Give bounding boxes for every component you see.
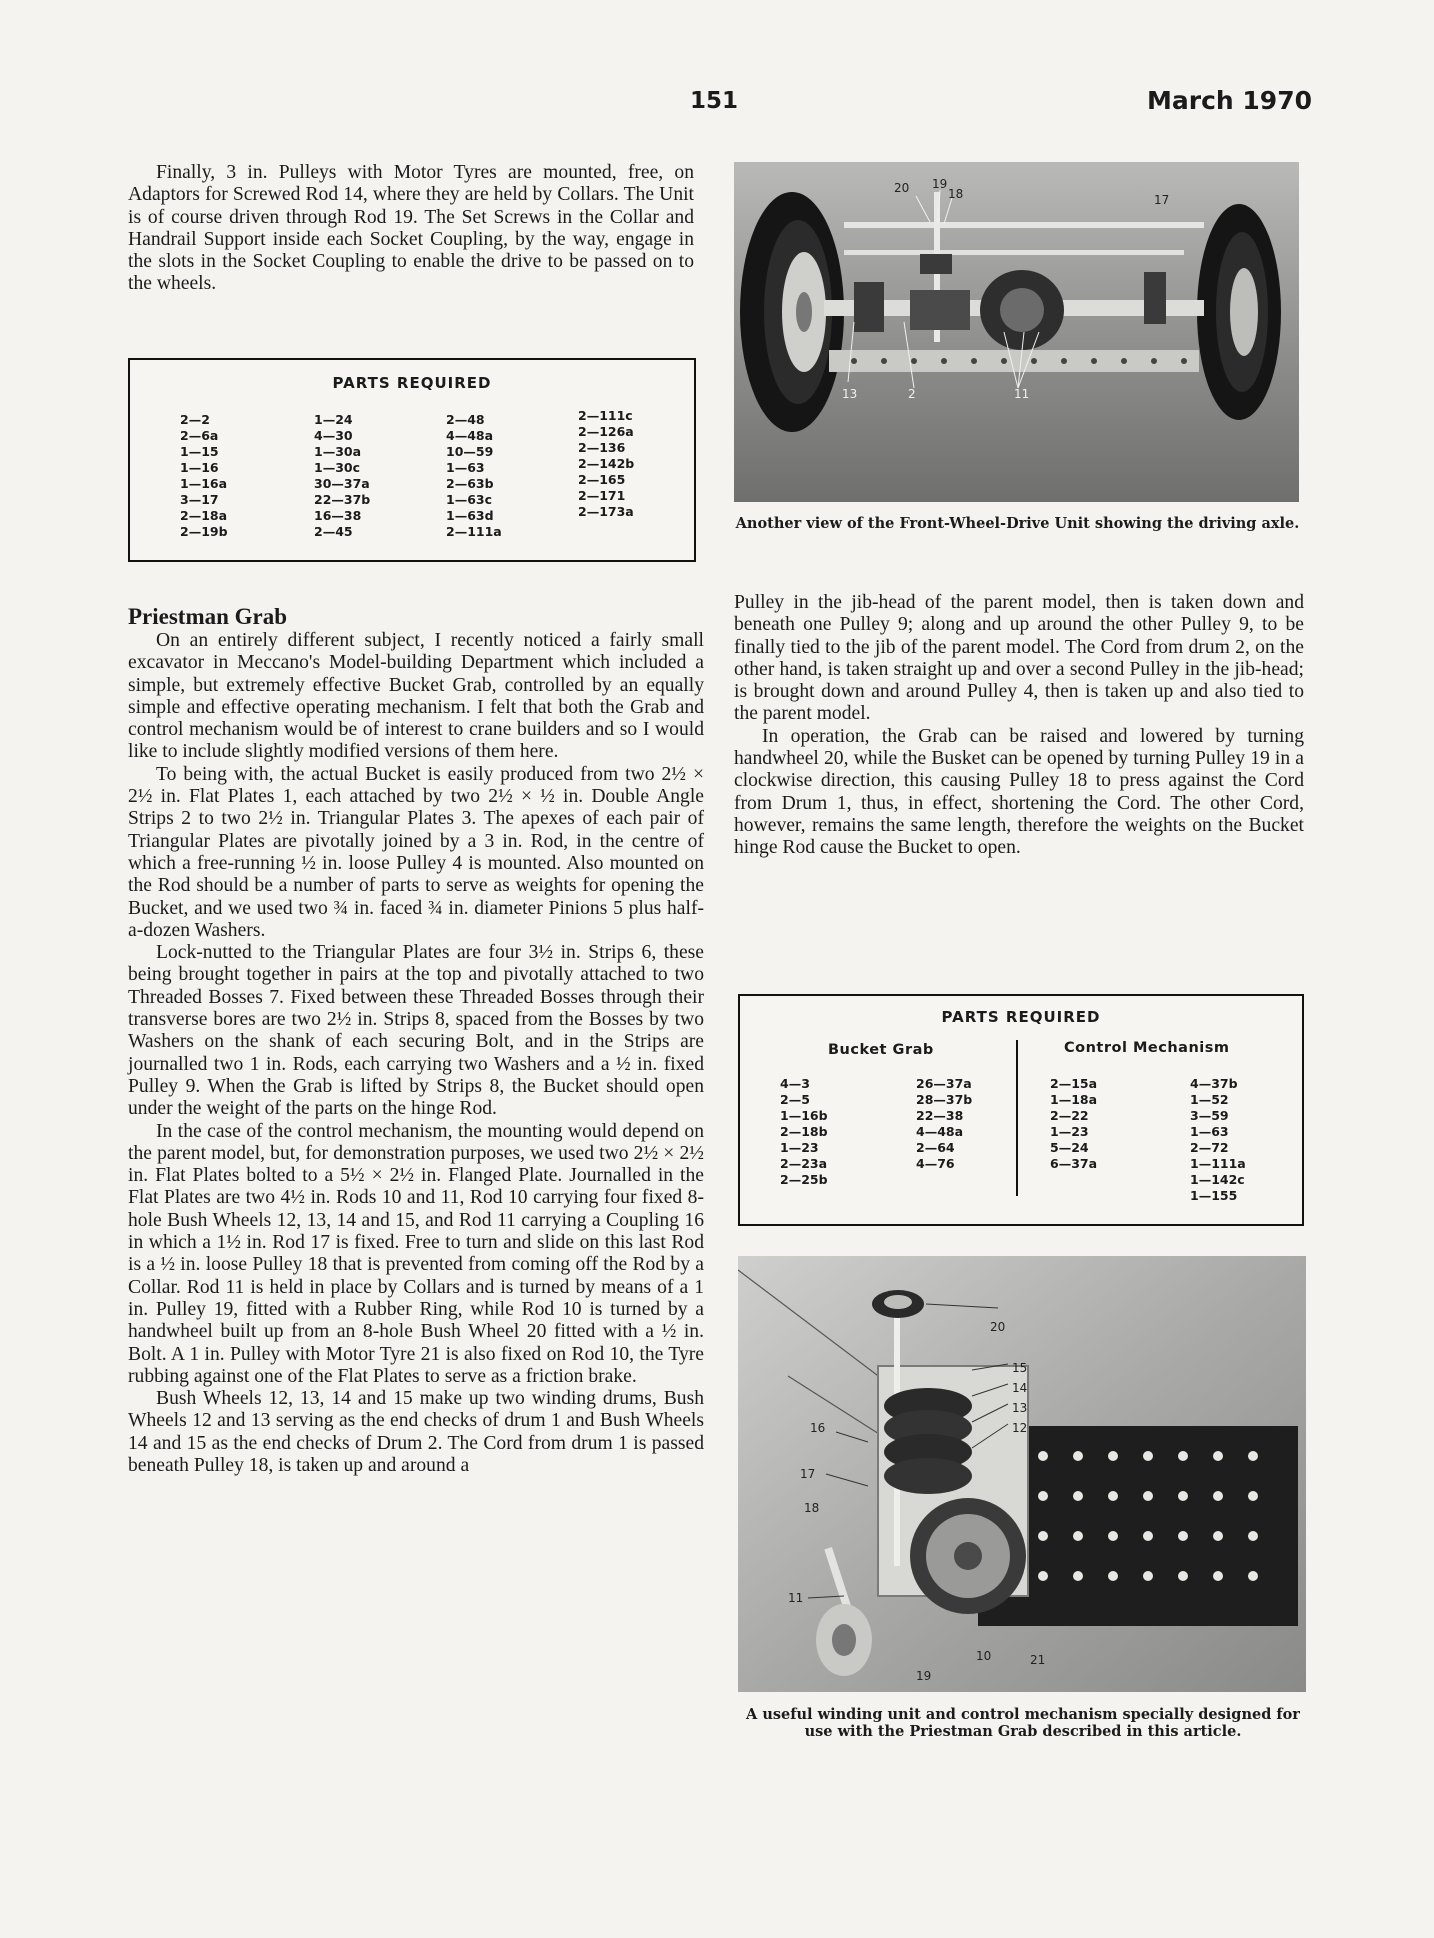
article-heading: Priestman Grab xyxy=(128,604,288,629)
control-mechanism-col-1 xyxy=(1050,1076,1097,1172)
article-paragraph: To being with, the actual Bucket is easily produced from two 2½ × 2½ in. Flat Plates 1, each attached by two 2½ × ½ in. Double Angle Strips 2 to two 2½ in. Triangular Plates 3. The apexes of each pair of Triangular Plates are pivotally joined by a 3 in. Rod, in the centre of which a free-running ½ in. loose Pulley 4 is mounted. Also mounted on the Rod should be a number of parts to serve as weights for opening the Bucket, and we used two ¾ in. faced ¾ in. diameter Pinions 5 plus half-a-dozen Washers. xyxy=(128,763,704,941)
part-item: 2—18a xyxy=(180,508,228,523)
part-item: 1—30c xyxy=(314,460,361,475)
photo-2-label-21: 21 xyxy=(1030,1653,1046,1667)
winding-unit-illustration xyxy=(738,1256,1306,1692)
part-item: 4—48a xyxy=(446,428,494,443)
article-paragraph: Bush Wheels 12, 13, 14 and 15 make up two winding drums, Bush Wheels 12 and 13 serving as the end checks of drum 1 and Bush Wheels 14 and 15 as the end checks of Drum 2. The Cord from drum 1 is passed beneath Pulley 18, is taken up and around a xyxy=(128,1388,704,1476)
photo-1-label-11: 11 xyxy=(1014,387,1030,401)
front-wheel-drive-illustration xyxy=(734,162,1299,502)
part-item: 28—37b xyxy=(916,1092,973,1107)
part-item: 4—37b xyxy=(1190,1076,1238,1091)
bucket-grab-heading: Bucket Grab xyxy=(828,1042,934,1058)
photo-2-label-13: 13 xyxy=(1012,1401,1028,1415)
part-item: 30—37a xyxy=(314,476,370,491)
photo-1-label-20: 20 xyxy=(894,181,910,195)
bucket-grab-col-2 xyxy=(916,1076,972,1172)
part-item: 1—23 xyxy=(1050,1124,1089,1139)
part-item: 2—72 xyxy=(1190,1140,1229,1155)
photo-2-label-19: 19 xyxy=(916,1669,932,1683)
parts-required-box-1 xyxy=(128,358,696,562)
parts-box-2-divider xyxy=(1016,1040,1018,1196)
part-item: 10—59 xyxy=(446,444,494,459)
bucket-grab-col-1 xyxy=(780,1076,828,1188)
part-item: 1—52 xyxy=(1190,1092,1229,1107)
part-item: 1—18a xyxy=(1050,1092,1098,1107)
photo-1-label-13: 13 xyxy=(842,387,858,401)
part-item: 2—23a xyxy=(780,1156,828,1171)
parts-box-1-col-2 xyxy=(314,412,370,540)
part-item: 4—30 xyxy=(314,428,353,443)
part-item: 1—63d xyxy=(446,508,494,523)
part-item: 3—59 xyxy=(1190,1108,1229,1123)
part-item: 2—2 xyxy=(180,412,210,427)
part-item: 2—48 xyxy=(446,412,485,427)
part-item: 1—16 xyxy=(180,460,219,475)
article-paragraph: Lock-nutted to the Triangular Plates are four 3½ in. Strips 6, these being brought together in pairs at the top and pivotally attached to two Threaded Bosses 7. Fixed between these Threaded Bosses through their transverse bores are two 2½ in. Strips 8, spaced from the Bosses by two Washers on the shank of each securing Bolt, and in the Strips are journalled two 1 in. Rods, each carrying two Washers and a ½ in. fixed Pulley 9. When the Grab is lifted by Strips 8, the Bucket should open under the weight of the parts on the hinge Rod. xyxy=(128,942,704,1120)
part-item: 2—63b xyxy=(446,476,494,491)
article-paragraph: Pulley in the jib-head of the parent model, then is taken down and beneath one Pulley 9; along and up around the other Pulley 9, to be finally tied to the jib of the parent model. The Cord from drum 2, on the other hand, is taken straight up and over a second Pulley in the jib-head; is brought down and around Pulley 4, then is taken up and also tied to the parent model. xyxy=(734,592,1304,725)
photo-2-label-20: 20 xyxy=(990,1320,1006,1334)
part-item: 4—48a xyxy=(916,1124,964,1139)
photo-2-label-10: 10 xyxy=(976,1649,992,1663)
issue-date: March 1970 xyxy=(1147,86,1312,115)
part-item: 6—37a xyxy=(1050,1156,1098,1171)
part-item: 2—18b xyxy=(780,1124,828,1139)
control-mechanism-col-2 xyxy=(1190,1076,1246,1204)
photo-1-label-18: 18 xyxy=(948,187,964,201)
parts-box-1-col-4 xyxy=(578,408,634,520)
part-item: 2—111c xyxy=(578,408,633,423)
parts-box-1-col-1 xyxy=(180,412,228,540)
photo-2-label-11: 11 xyxy=(788,1591,804,1605)
part-item: 2—6a xyxy=(180,428,219,443)
part-item: 2—45 xyxy=(314,524,353,539)
parts-required-box-2 xyxy=(738,994,1304,1226)
part-item: 22—38 xyxy=(916,1108,964,1123)
part-item: 2—126a xyxy=(578,424,634,439)
part-item: 2—15a xyxy=(1050,1076,1098,1091)
part-item: 2—64 xyxy=(916,1140,955,1155)
intro-paragraph xyxy=(128,162,694,296)
part-item: 1—63 xyxy=(446,460,485,475)
article-left-column xyxy=(128,604,704,1477)
article-right-column xyxy=(734,592,1304,860)
part-item: 1—63c xyxy=(446,492,493,507)
part-item: 4—76 xyxy=(916,1156,955,1171)
front-wheel-drive-photo xyxy=(734,162,1299,502)
part-item: 2—142b xyxy=(578,456,635,471)
part-item: 2—136 xyxy=(578,440,626,455)
part-item: 22—37b xyxy=(314,492,371,507)
photo-1-label-17: 17 xyxy=(1154,193,1170,207)
photo-2-label-14: 14 xyxy=(1012,1381,1028,1395)
part-item: 26—37a xyxy=(916,1076,972,1091)
photo-2-label-18: 18 xyxy=(804,1501,820,1515)
article-paragraph: In operation, the Grab can be raised and lowered by turning handwheel 20, while the Busket can be opened by turning Pulley 19 in a clockwise direction, this causing Pulley 18 to press against the Cord from Drum 1, thus, in effect, shortening the Cord. The other Cord, however, remains the same length, therefore the weights on the Bucket hinge Rod cause the Bucket to open. xyxy=(734,725,1304,859)
part-item: 3—17 xyxy=(180,492,219,507)
parts-box-2-title: PARTS REQUIRED xyxy=(941,1008,1101,1026)
part-item: 1—23 xyxy=(780,1140,819,1155)
photo-2-caption: A useful winding unit and control mechanism specially designed for use with the Priestman Grab described in this article. xyxy=(746,1706,1300,1740)
intro-text: Finally, 3 in. Pulleys with Motor Tyres are mounted, free, on Adaptors for Screwed Rod 14, where they are held by Collars. The Unit is of course driven through Rod 19. The Set Screws in the Collar and Handrail Support inside each Socket Coupling, by the way, engage in the slots in the Socket Coupling to enable the drive to be passed on to the wheels. xyxy=(128,162,694,295)
part-item: 2—25b xyxy=(780,1172,828,1187)
part-item: 1—111a xyxy=(1190,1156,1246,1171)
photo-2-label-15: 15 xyxy=(1012,1361,1028,1375)
part-item: 2—19b xyxy=(180,524,228,539)
photo-1-label-2: 2 xyxy=(908,387,916,401)
part-item: 16—38 xyxy=(314,508,362,523)
photo-2-label-17: 17 xyxy=(800,1467,816,1481)
article-paragraph: On an entirely different subject, I recently noticed a fairly small excavator in Meccano's Model-building Department which included a simple, but extremely effective Bucket Grab, controlled by an equally simple and effective operating mechanism. I felt that both the Grab and control mechanism would be of interest to crane builders and so I would like to include slightly modified versions of them here. xyxy=(128,630,704,763)
part-item: 2—165 xyxy=(578,472,626,487)
winding-unit-photo xyxy=(738,1256,1306,1692)
article-paragraph: In the case of the control mechanism, the mounting would depend on the parent model, but, for demonstration purposes, we used two 2½ × 2½ in. Flat Plates bolted to a 5½ × 2½ in. Flanged Plate. Journalled in the Flat Plates are two 4½ in. Rods 10 and 11, Rod 10 carrying four fixed 8-hole Bush Wheels 12, 13, 14 and 15, and Rod 11 carrying a Coupling 16 in which a 1½ in. Rod 17 is fixed. Free to turn and slide on this last Rod is a ½ in. loose Pulley 18 that is prevented from coming off the Rod by a Collar. Rod 11 is held in place by Collars and is turned by means of a 1 in. Pulley 19, fitted with a Rubber Ring, while Rod 10 is turned by a handwheel built up from an 8-hole Bush Wheel 20 fitted with a ½ in. Bolt. A 1 in. Pulley with Motor Tyre 21 is also fixed on Rod 10, the Tyre rubbing against one of the Flat Plates to serve as a friction brake. xyxy=(128,1120,704,1387)
part-item: 5—24 xyxy=(1050,1140,1089,1155)
part-item: 1—15 xyxy=(180,444,219,459)
photo-2-label-12: 12 xyxy=(1012,1421,1028,1435)
photo-2-label-16: 16 xyxy=(810,1421,826,1435)
photo-1-label-19: 19 xyxy=(932,177,948,191)
part-item: 1—142c xyxy=(1190,1172,1245,1187)
part-item: 1—16b xyxy=(780,1108,828,1123)
part-item: 1—16a xyxy=(180,476,228,491)
part-item: 2—5 xyxy=(780,1092,810,1107)
part-item: 1—24 xyxy=(314,412,353,427)
page-number: 151 xyxy=(690,88,739,114)
part-item: 1—155 xyxy=(1190,1188,1238,1203)
part-item: 2—111a xyxy=(446,524,502,539)
part-item: 4—3 xyxy=(780,1076,810,1091)
part-item: 2—22 xyxy=(1050,1108,1089,1123)
part-item: 2—173a xyxy=(578,504,634,519)
parts-box-1-col-3 xyxy=(446,412,502,540)
part-item: 1—30a xyxy=(314,444,362,459)
part-item: 2—171 xyxy=(578,488,626,503)
photo-1-caption: Another view of the Front-Wheel-Drive Unit showing the driving axle. xyxy=(735,515,1300,532)
parts-box-1-title: PARTS REQUIRED xyxy=(332,374,492,392)
part-item: 1—63 xyxy=(1190,1124,1229,1139)
control-mechanism-heading: Control Mechanism xyxy=(1064,1040,1230,1056)
